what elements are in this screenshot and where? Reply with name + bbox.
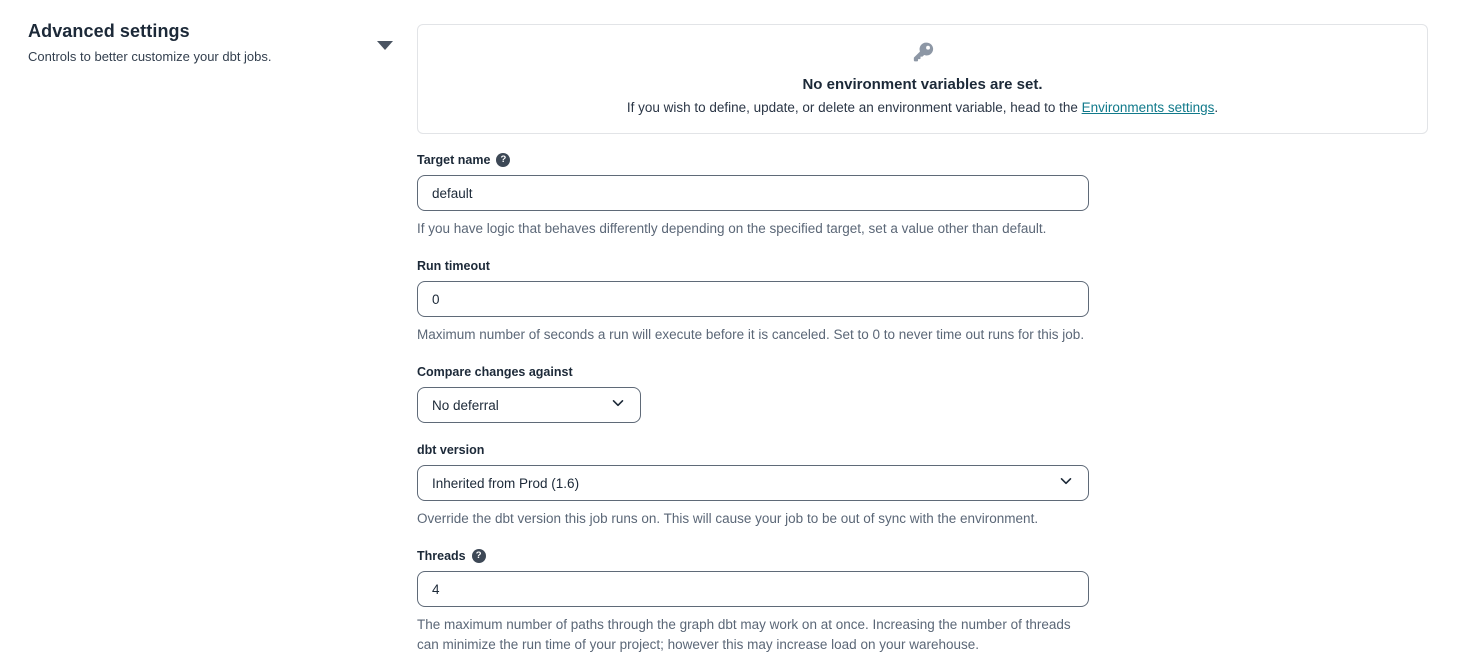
- compare-changes-label: Compare changes against: [417, 365, 573, 379]
- target-name-helper: If you have logic that behaves differently depending on the specified target, set a value other than default.: [417, 221, 1047, 236]
- dbt-version-label-row: [417, 443, 1089, 457]
- key-icon: [912, 41, 934, 68]
- env-message-suffix: .: [1214, 100, 1219, 115]
- env-message-prefix: If you wish to define, update, or delete an environment variable, head to the: [626, 100, 1082, 115]
- run-timeout-label-row: [417, 259, 1089, 273]
- settings-content: [417, 24, 1428, 659]
- compare-changes-value: No deferral: [432, 397, 499, 413]
- dbt-version-label: dbt version: [417, 443, 485, 457]
- field-run-timeout: [417, 259, 1089, 345]
- page-subtitle: Controls to better customize your dbt jobs.: [28, 49, 272, 64]
- field-compare-changes: [417, 365, 1089, 423]
- section-header: [28, 21, 368, 64]
- dbt-version-select[interactable]: [417, 465, 1089, 501]
- threads-label-row: [417, 549, 1089, 563]
- help-icon[interactable]: ?: [472, 549, 486, 563]
- target-name-label-row: [417, 153, 1089, 167]
- threads-input[interactable]: [417, 571, 1089, 607]
- chevron-down-icon: [1058, 473, 1074, 494]
- field-target-name: [417, 153, 1089, 239]
- field-dbt-version: [417, 443, 1089, 529]
- chevron-down-icon: [610, 395, 626, 416]
- env-empty-message: [627, 100, 1218, 115]
- collapse-caret-icon[interactable]: [377, 41, 393, 50]
- threads-helper: The maximum number of paths through the graph dbt may work on at once. Increasing the number of threads can minimize the run time of your project; however this may increase load on your warehouse.: [417, 617, 1071, 652]
- advanced-settings-form: [417, 153, 1089, 655]
- threads-label: Threads: [417, 549, 466, 563]
- compare-changes-label-row: [417, 365, 1089, 379]
- run-timeout-input[interactable]: [417, 281, 1089, 317]
- field-threads: [417, 549, 1089, 655]
- dbt-version-helper: Override the dbt version this job runs on. This will cause your job to be out of sync with the environment.: [417, 511, 1039, 526]
- page-title: Advanced settings: [28, 21, 190, 41]
- help-icon[interactable]: ?: [496, 153, 510, 167]
- run-timeout-label: Run timeout: [417, 259, 490, 273]
- dbt-version-value: Inherited from Prod (1.6): [432, 475, 580, 491]
- target-name-input[interactable]: [417, 175, 1089, 211]
- env-empty-title: No environment variables are set.: [802, 76, 1043, 93]
- target-name-label: Target name: [417, 153, 491, 167]
- environments-settings-link[interactable]: Environments settings: [1081, 100, 1215, 115]
- compare-changes-select[interactable]: [417, 387, 641, 423]
- env-variables-empty-card: [417, 24, 1428, 134]
- run-timeout-helper: Maximum number of seconds a run will execute before it is canceled. Set to 0 to never time out runs for this job.: [417, 327, 1085, 342]
